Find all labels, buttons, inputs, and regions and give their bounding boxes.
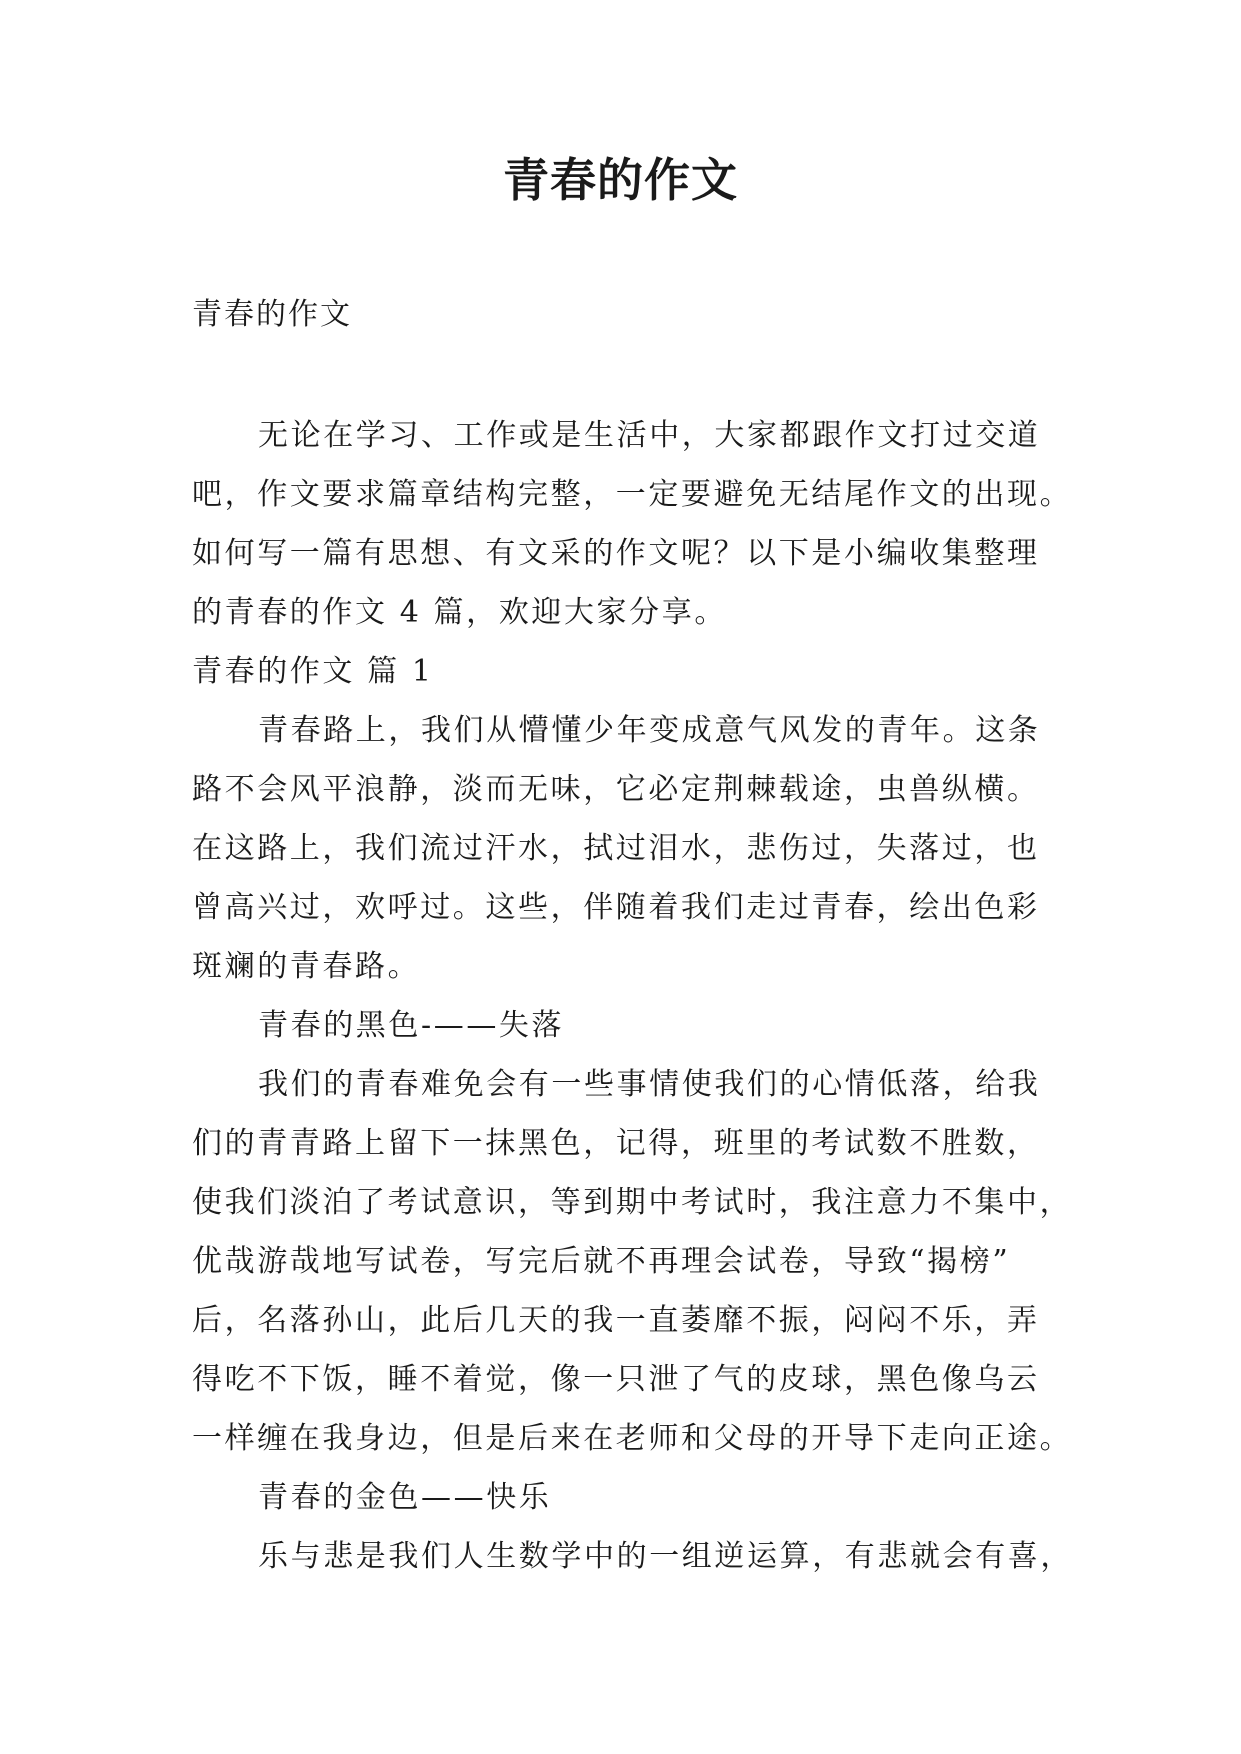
text-line: 如何写一篇有思想、有文采的作文呢？以下是小编收集整理 — [192, 536, 1040, 571]
document-body — [192, 406, 1073, 1586]
text-line: 使我们淡泊了考试意识，等到期中考试时，我注意力不集中， — [192, 1185, 1073, 1220]
text-line: 后，名落孙山，此后几天的我一直萎靡不振，闷闷不乐，弄 — [192, 1303, 1040, 1338]
text-line: 路不会风平浪静，淡而无味，它必定荆棘载途，虫兽纵横。 — [192, 772, 1040, 807]
text-line: 吧，作文要求篇章结构完整，一定要避免无结尾作文的出现。 — [192, 477, 1073, 512]
text-line: 一样缠在我身边，但是后来在老师和父母的开导下走向正途。 — [192, 1421, 1073, 1456]
text-line: 无论在学习、工作或是生活中，大家都跟作文打过交道 — [258, 418, 1041, 453]
section-heading: 青春的作文 篇 1 — [192, 654, 434, 689]
text-line: 在这路上，我们流过汗水，拭过泪水，悲伤过，失落过，也 — [192, 831, 1040, 866]
text-line: 乐与悲是我们人生数学中的一组逆运算，有悲就会有喜， — [258, 1539, 1073, 1574]
subsection-heading: 青春的黑色-——失落 — [258, 1008, 565, 1043]
text-line: 曾高兴过，欢呼过。这些，伴随着我们走过青春，绘出色彩 — [192, 890, 1040, 925]
text-line: 优哉游哉地写试卷，写完后就不再理会试卷，导致“揭榜” — [192, 1244, 1011, 1279]
text-line: 得吃不下饭，睡不着觉，像一只泄了气的皮球，黑色像乌云 — [192, 1362, 1040, 1397]
text-line: 们的青青路上留下一抹黑色，记得，班里的考试数不胜数， — [192, 1126, 1040, 1161]
document-title: 青春的作文 — [503, 153, 738, 207]
text-line: 我们的青春难免会有一些事情使我们的心情低落，给我 — [258, 1067, 1041, 1102]
text-line: 斑斓的青春路。 — [192, 949, 421, 984]
document-subtitle: 青春的作文 — [192, 297, 352, 332]
subsection-heading: 青春的金色——快乐 — [258, 1480, 552, 1515]
text-line: 青春路上，我们从懵懂少年变成意气风发的青年。这条 — [258, 713, 1041, 748]
text-line: 的青春的作文 4 篇，欢迎大家分享。 — [192, 595, 727, 630]
